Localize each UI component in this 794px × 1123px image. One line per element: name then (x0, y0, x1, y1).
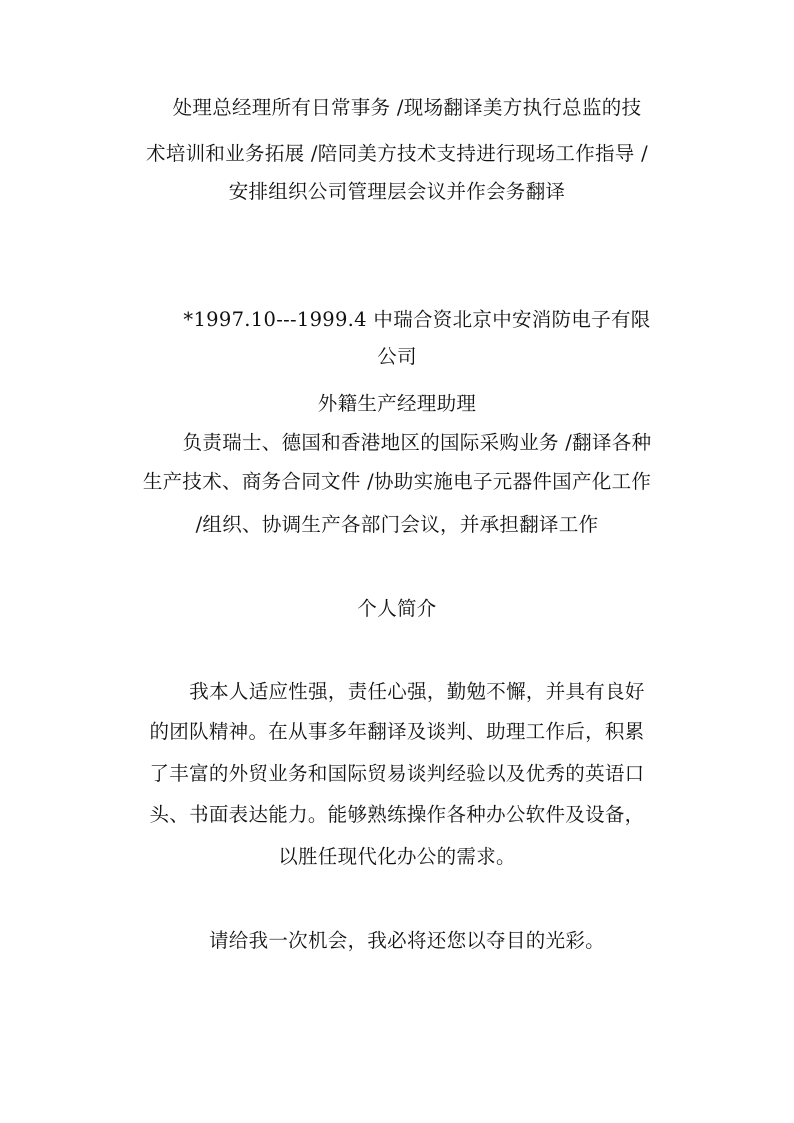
job-period-company: *1997.10---1999.4 中瑞合资北京中安消防电子有限 (183, 308, 651, 331)
closing-statement: 请给我一次机会，我必将还您以夺目的光彩。 (208, 929, 605, 952)
job-duty-line-3: /组织、协调生产各部门会议，并承担翻译工作 (195, 513, 599, 536)
job-duty-line-1: 负责瑞士、德国和香港地区的国际采购业务 /翻译各种 (182, 431, 652, 454)
profile-line-3: 了丰富的外贸业务和国际贸易谈判经验以及优秀的英语口 (149, 762, 645, 785)
profile-line-4: 头、书面表达能力。能够熟练操作各种办公软件及设备， (149, 803, 645, 826)
duties-line-2: 术培训和业务拓展 /陪同美方技术支持进行现场工作指导 / (146, 142, 648, 165)
job-duty-line-2: 生产技术、商务合同文件 /协助实施电子元器件国产化工作 (142, 470, 652, 493)
profile-line-5: 以胜任现代化办公的需求。 (278, 845, 516, 868)
profile-heading: 个人简介 (357, 597, 437, 620)
job-title: 外籍生产经理助理 (317, 392, 477, 415)
duties-line-3: 安排组织公司管理层会议并作会务翻译 (228, 180, 566, 203)
duties-line-1: 处理总经理所有日常事务 /现场翻译美方执行总监的技 (172, 96, 642, 119)
profile-line-2: 的团队精神。在从事多年翻译及谈判、助理工作后，积累 (149, 720, 645, 743)
job-company-continued: 公司 (377, 345, 417, 368)
profile-line-1: 我本人适应性强，责任心强，勤勉不懈，并具有良好 (189, 680, 645, 703)
